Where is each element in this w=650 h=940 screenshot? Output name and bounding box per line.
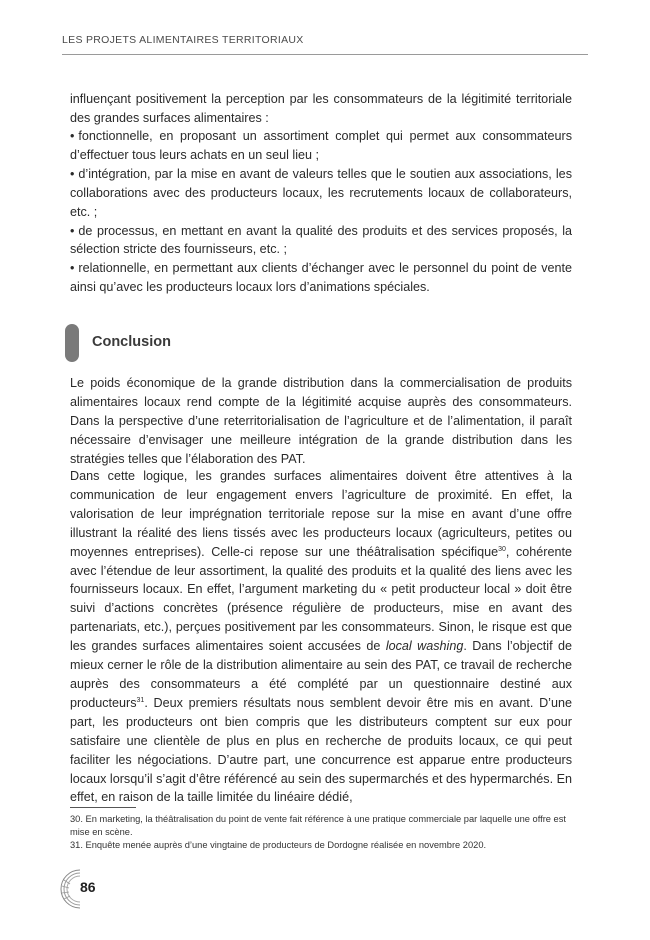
bullet-dot: •	[70, 129, 75, 143]
page-number: 86	[80, 879, 96, 895]
paragraph-text: . Dans l’objectif de mieux cerner le rôle de la distribution alimentaire au sein des PAT, ce travail de recherche auprès des consommateurs a été complété par un questionnaire destiné aux producteurs	[70, 639, 573, 710]
bullet-item	[70, 222, 572, 260]
bullet-item	[70, 165, 572, 222]
footnotes	[70, 813, 575, 853]
bullet-text: d’intégration, par la mise en avant de valeurs telles que le soutien aux associations, les collaborations avec des producteurs locaux, les recrutements locaux de collaborateurs, etc. ;	[70, 166, 572, 219]
bullet-dot: •	[70, 166, 75, 181]
footnote-rule	[70, 807, 136, 808]
running-header: LES PROJETS ALIMENTAIRES TERRITORIAUX	[62, 34, 304, 46]
footnote-ref: 31	[136, 696, 145, 704]
header-rule	[62, 54, 588, 55]
bullet-item	[70, 127, 572, 165]
paragraph-text: , cohérente avec l’étendue de leur assortiment, la qualité des produits et la qualité des liens avec les fournisseurs locaux. En effet, l’argument marketing du « petit producteur local » doit être suivi d’actions concrètes (présence régulière de producteurs, mise en avant des partenariats, etc.), perçues positivement par les consommateurs. Sinon, le risque est que les grandes surfaces alimentaires soient accusées de	[70, 544, 572, 654]
conclusion-paragraph-2	[70, 467, 572, 807]
bullet-dot: •	[70, 223, 75, 238]
footnote-ref: 30	[498, 545, 506, 553]
italic-term: local washing	[385, 639, 464, 654]
section-marker	[65, 324, 79, 362]
bullet-text: relationnelle, en permettant aux clients d’échanger avec le personnel du point de vente ainsi qu’avec les producteurs locaux lors d’animations spéciales.	[70, 261, 572, 295]
intro-paragraph: influençant positivement la perception par les consommateurs de la légitimité territoriale des grandes surfaces alimentaires :	[70, 92, 572, 125]
footnote: 30. En marketing, la théâtralisation du point de vente fait référence à une pratique commerciale par laquelle une offre est mise en scène.	[70, 814, 566, 838]
bullet-item	[70, 259, 572, 297]
bullet-text: fonctionnelle, en proposant un assortiment complet qui permet aux consommateurs d’effectuer tous leurs achats en un seul lieu ;	[70, 129, 572, 162]
bullet-dot: •	[70, 261, 75, 276]
paragraph-text: Dans cette logique, les grandes surfaces alimentaires doivent être attentives à la communication de leur engagement envers l’agriculture de proximité. En effet, la valorisation de leur imprégnation territoriale repose sur la mise en avant d’une offre illustrant la réalité des liens tissés avec les producteurs locaux (agriculteurs, petites ou moyennes entreprises). Celle-ci repose sur une théâtralisation spécifique	[70, 469, 572, 559]
paragraph-text: . Deux premiers résultats nous semblent devoir être mis en avant. D’une part, les producteurs ont bien compris que les distributeurs comptent sur eux pour satisfaire une clientèle de plus en plus en recherche de produits locaux, ce qui peut faciliter les négociations. D’autre part, une concurrence est apparue entre producteurs locaux lorsqu’il s’agit d’être référencé au sein des supermarchés et des hypermarchés. En effet, en raison de la taille limitée du linéaire dédié,	[70, 695, 572, 805]
bullet-text: de processus, en mettant en avant la qualité des produits et des services proposés, la sélection stricte des fournisseurs, etc. ;	[70, 223, 572, 257]
footnote: 31. Enquête menée auprès d’une vingtaine de producteurs de Dordogne réalisée en novembre 2020.	[70, 840, 487, 851]
bullet-list	[70, 127, 572, 297]
conclusion-paragraph-1: Le poids économique de la grande distribution dans la commercialisation de produits alimentaires locaux rend compte de la légitimité acquise auprès des consommateurs. Dans la perspective d’une reterritorialisation de l’agriculture et de l’alimentation, il paraît nécessaire d’envisager une meilleure intégration de la grande distribution dans les stratégies telles que l’élaboration des PAT.	[70, 376, 572, 466]
section-heading: Conclusion	[92, 334, 171, 350]
